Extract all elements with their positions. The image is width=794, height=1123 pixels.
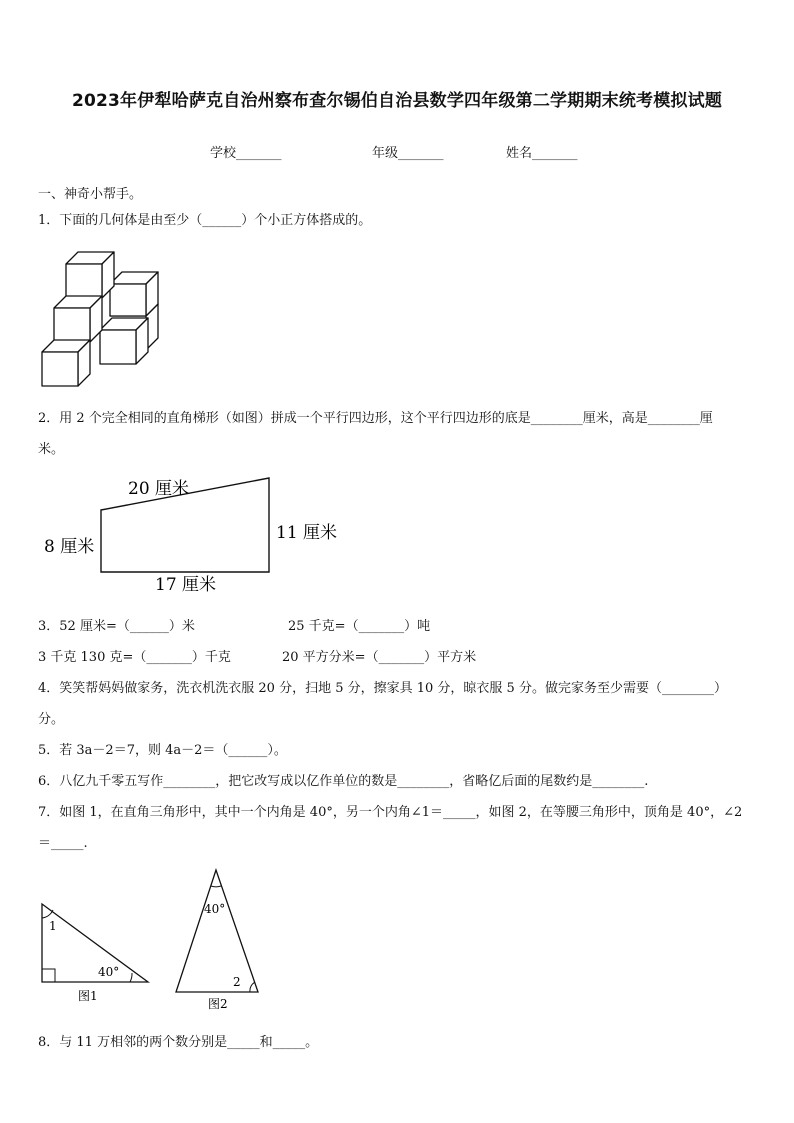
school-field: 学校_______ bbox=[210, 146, 282, 161]
question-3c: 3 千克 130 克=（_______）千克 bbox=[38, 650, 231, 665]
right-triangle-figure bbox=[36, 896, 156, 1008]
question-4-cont: 分。 bbox=[38, 712, 65, 727]
name-field: 姓名_______ bbox=[506, 146, 578, 161]
trapezoid-figure bbox=[38, 470, 348, 596]
isosceles-triangle-figure bbox=[170, 866, 266, 1014]
section-heading: 一、神奇小帮手。 bbox=[38, 187, 143, 202]
trapezoid-right-label: 11 厘米 bbox=[276, 523, 338, 543]
question-4: 4．笑笑帮妈妈做家务，洗衣机洗衣服 20 分，扫地 5 分，擦家具 10 分，晾衣服 5 分。做完家务至少需要（________） bbox=[38, 681, 727, 696]
question-2: 2．用 2 个完全相同的直角梯形（如图）拼成一个平行四边形，这个平行四边形的底是________厘米，高是________厘 bbox=[38, 411, 713, 426]
question-3a: 3．52 厘米=（______）米 bbox=[38, 619, 195, 634]
question-6: 6．八亿九千零五写作________，把它改写成以亿作单位的数是________，省略亿后面的尾数约是________. bbox=[38, 774, 649, 789]
page-title: 2023年伊犁哈萨克自治州察布查尔锡伯自治县数学四年级第二学期期末统考模拟试题 bbox=[71, 91, 723, 111]
figure-1-caption: 图1 bbox=[78, 989, 98, 1003]
apex-angle-label: 40° bbox=[204, 902, 226, 916]
trapezoid-left-label: 8 厘米 bbox=[44, 537, 95, 557]
question-7-cont: ＝_____. bbox=[38, 836, 88, 851]
grade-field: 年级_______ bbox=[372, 146, 444, 161]
question-7: 7．如图 1，在直角三角形中，其中一个内角是 40°，另一个内角∠1＝_____，如图 2，在等腰三角形中，顶角是 40°，∠2 bbox=[38, 805, 743, 820]
angle-2-label: 2 bbox=[233, 975, 241, 989]
question-3d: 20 平方分米=（_______）平方米 bbox=[282, 650, 477, 665]
angle-40-label: 40° bbox=[98, 965, 120, 979]
question-2-cont: 米。 bbox=[38, 442, 65, 457]
angle-1-label: 1 bbox=[49, 919, 57, 933]
question-8: 8．与 11 万相邻的两个数分别是_____和_____。 bbox=[38, 1035, 319, 1050]
trapezoid-top-label: 20 厘米 bbox=[128, 479, 190, 499]
question-1: 1．下面的几何体是由至少（______）个小正方体搭成的。 bbox=[38, 213, 372, 228]
figure-2-caption: 图2 bbox=[208, 997, 228, 1011]
trapezoid-bottom-label: 17 厘米 bbox=[155, 575, 217, 595]
cube-figure bbox=[38, 244, 164, 392]
question-3b: 25 千克=（_______）吨 bbox=[288, 619, 431, 634]
question-5: 5．若 3a－2＝7，则 4a－2＝（______）。 bbox=[38, 743, 287, 758]
